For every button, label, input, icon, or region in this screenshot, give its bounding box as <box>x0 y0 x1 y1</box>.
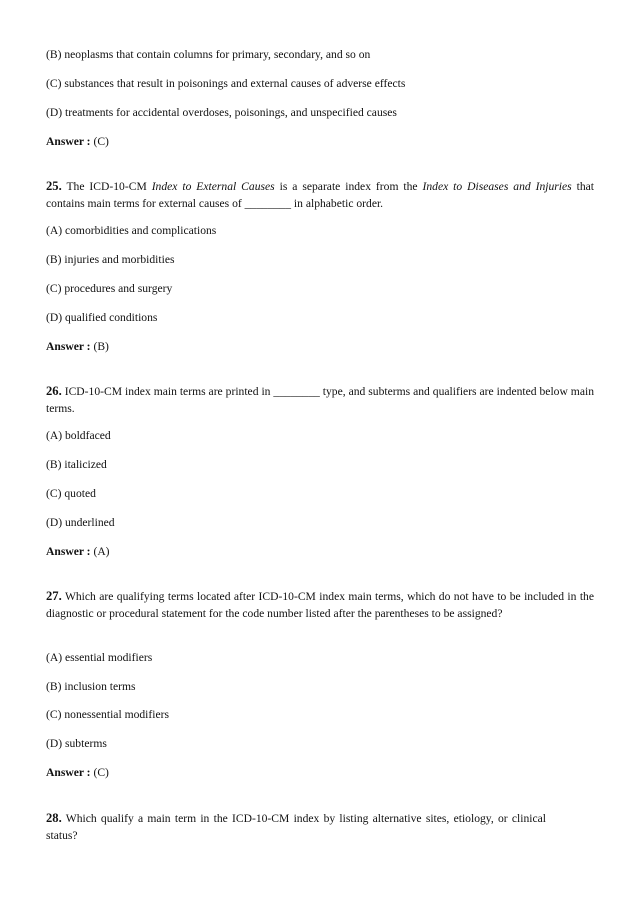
question-26 <box>46 383 594 417</box>
index-title-italic: Index to Diseases and Injuries <box>422 180 572 193</box>
answer-line <box>46 764 594 781</box>
option-b: (B) italicized <box>46 458 107 471</box>
option-d: (D) qualified conditions <box>46 311 158 324</box>
answer-label: Answer : <box>46 766 91 779</box>
answer-value: (B) <box>93 340 109 353</box>
option-c: (C) procedures and surgery <box>46 282 173 295</box>
option-d: (D) underlined <box>46 516 115 529</box>
answer-value: (C) <box>93 766 109 779</box>
question-28 <box>46 810 546 844</box>
option-c: (C) substances that result in poisonings and external causes of adverse effects <box>46 77 406 90</box>
option-b: (B) injuries and morbidities <box>46 253 175 266</box>
question-number: 27. <box>46 589 62 603</box>
answer-line <box>46 133 594 150</box>
answer-line <box>46 338 594 355</box>
answer-label: Answer : <box>46 545 91 558</box>
question-number: 28. <box>46 811 62 825</box>
question-text: The ICD-10-CM <box>61 180 152 193</box>
option-b: (B) neoplasms that contain columns for primary, secondary, and so on <box>46 48 371 61</box>
option-c: (C) nonessential modifiers <box>46 708 169 721</box>
question-27 <box>46 588 594 622</box>
question-number: 25. <box>46 179 62 193</box>
question-text: that contains main terms for external causes of ________ in alphabetic order. <box>46 180 594 210</box>
option-d: (D) subterms <box>46 737 107 750</box>
question-number: 26. <box>46 384 62 398</box>
question-25 <box>46 178 594 212</box>
question-text: Which are qualifying terms located after ICD-10-CM index main terms, which do not have to be included in the diagnostic or procedural statement for the code number listed after the parentheses to be assigned? <box>46 590 594 620</box>
option-a: (A) comorbidities and complications <box>46 224 217 237</box>
answer-label: Answer : <box>46 135 91 148</box>
option-a: (A) boldfaced <box>46 429 111 442</box>
question-text: is a separate index from the <box>274 180 423 193</box>
answer-value: (A) <box>93 545 110 558</box>
option-c: (C) quoted <box>46 487 96 500</box>
option-b: (B) inclusion terms <box>46 680 136 693</box>
option-a: (A) essential modifiers <box>46 651 153 664</box>
index-title-italic: Index to External Causes <box>151 180 275 193</box>
answer-line <box>46 543 594 560</box>
question-text: ICD-10-CM index main terms are printed in ________ type, and subterms and qualifiers are indented below main terms. <box>46 385 594 415</box>
question-text: Which qualify a main term in the ICD-10-CM index by listing alternative sites, etiology, or clinical status? <box>46 812 546 842</box>
answer-value: (C) <box>93 135 109 148</box>
option-d: (D) treatments for accidental overdoses, poisonings, and unspecified causes <box>46 106 397 119</box>
answer-label: Answer : <box>46 340 91 353</box>
